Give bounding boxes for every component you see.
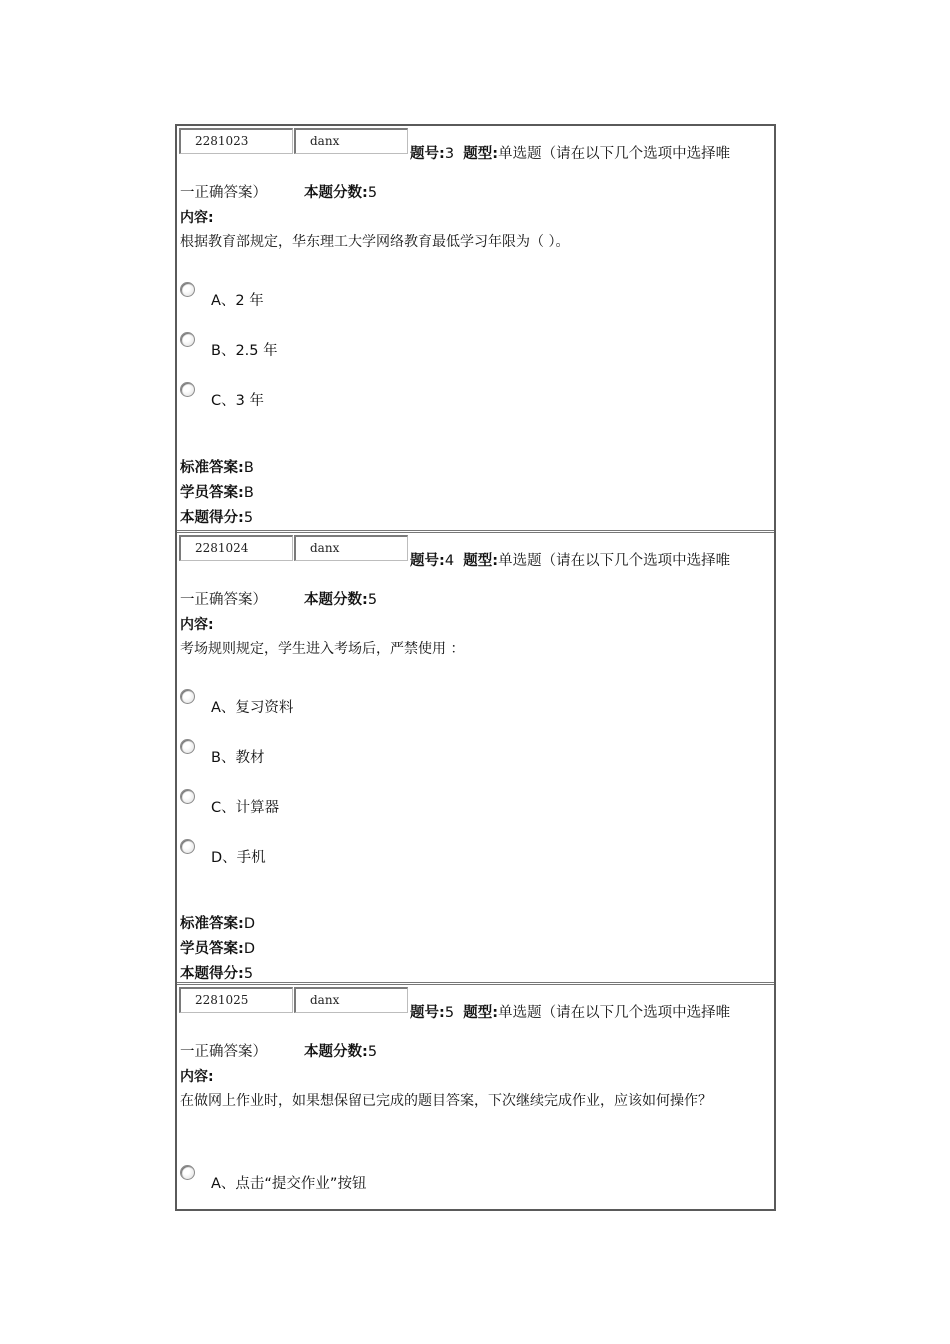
radio-button[interactable] [180, 689, 195, 704]
option-label: B、2.5 年 [211, 343, 278, 359]
question-id-field[interactable]: 2281024 [179, 535, 293, 561]
question-points-earned: 本题得分:5 [180, 510, 254, 526]
radio-button[interactable] [180, 739, 195, 754]
question-block-5 [177, 982, 774, 1211]
question-number: 3 [444, 146, 455, 162]
question-type-text: 单选题（请在以下几个选项中选择唯 [498, 146, 731, 162]
question-type-text: 单选题（请在以下几个选项中选择唯 [498, 553, 731, 569]
option-label: A、复习资料 [211, 700, 294, 716]
radio-button[interactable] [180, 789, 195, 804]
question-header-continued [180, 1040, 377, 1061]
question-block-3 [177, 126, 774, 529]
question-number-label: 题号: [410, 146, 445, 162]
question-type-code-field[interactable]: danx [294, 535, 408, 561]
question-header-continued [180, 181, 377, 202]
radio-button[interactable] [180, 839, 195, 854]
question-header [410, 549, 730, 570]
question-score: 5 [367, 1044, 378, 1060]
radio-button[interactable] [180, 382, 195, 397]
question-content: 考场规则规定，学生进入考场后，严禁使用 ： [180, 641, 465, 657]
question-content: 在做网上作业时，如果想保留已完成的题目答案，下次继续完成作业，应该如何操作？ [180, 1093, 712, 1109]
question-block-4 [177, 530, 774, 982]
option-label: D、手机 [211, 850, 266, 866]
question-score: 5 [367, 185, 378, 201]
radio-button[interactable] [180, 1165, 195, 1180]
student-answer: 学员答案:B [180, 485, 254, 501]
radio-button[interactable] [180, 332, 195, 347]
option-label: B、教材 [211, 750, 265, 766]
question-type-text-continued: 一正确答案） [180, 592, 267, 608]
question-number: 4 [444, 553, 455, 569]
content-label: 内容: [180, 1069, 214, 1085]
option-label: A、2 年 [211, 293, 264, 309]
question-type-text: 单选题（请在以下几个选项中选择唯 [498, 1005, 731, 1021]
question-score: 5 [367, 592, 378, 608]
question-type-label: 题型: [463, 146, 499, 162]
option-label: A、点击“提交作业”按钮 [211, 1176, 367, 1192]
option-label: C、计算器 [211, 800, 280, 816]
question-type-text-continued: 一正确答案） [180, 185, 267, 201]
question-number-label: 题号: [410, 1005, 445, 1021]
question-type-code-field[interactable]: danx [294, 128, 408, 154]
question-header [410, 1001, 730, 1022]
radio-button[interactable] [180, 282, 195, 297]
question-points-earned: 本题得分:5 [180, 966, 254, 982]
standard-answer: 标准答案:D [180, 916, 255, 932]
question-number-label: 题号: [410, 553, 445, 569]
question-content: 根据教育部规定，华东理工大学网络教育最低学习年限为（ ）。 [180, 234, 570, 250]
student-answer: 学员答案:D [180, 941, 255, 957]
question-id-field[interactable]: 2281025 [179, 987, 293, 1013]
question-id-field[interactable]: 2281023 [179, 128, 293, 154]
homework-review-sheet [175, 124, 776, 1211]
question-type-label: 题型: [463, 553, 499, 569]
question-type-label: 题型: [463, 1005, 499, 1021]
question-type-text-continued: 一正确答案） [180, 1044, 267, 1060]
question-number: 5 [444, 1005, 455, 1021]
content-label: 内容: [180, 210, 214, 226]
question-score-label: 本题分数: [304, 1044, 368, 1060]
content-label: 内容: [180, 617, 214, 633]
question-score-label: 本题分数: [304, 592, 368, 608]
standard-answer: 标准答案:B [180, 460, 254, 476]
question-header-continued [180, 588, 377, 609]
question-score-label: 本题分数: [304, 185, 368, 201]
question-header [410, 142, 730, 163]
option-label: C、3 年 [211, 393, 264, 409]
question-type-code-field[interactable]: danx [294, 987, 408, 1013]
